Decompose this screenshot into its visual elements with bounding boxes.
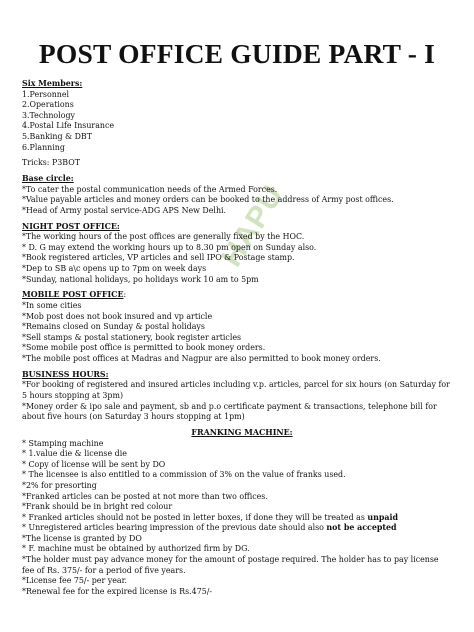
six-members-item: 4.Postal Life Insurance (22, 121, 115, 131)
franking-machine-line: * Stamping machine (22, 438, 104, 448)
six-members-heading: Six Members: (22, 79, 83, 88)
franking-machine-line: * 1.value die & license die (22, 449, 127, 459)
mobile-post-office-line: *Some mobile post office is permitted to book money orders. (22, 343, 266, 353)
night-post-office-line: *Book registered articles, VP articles and sell IPO & Postage stamp. (22, 253, 295, 263)
franking-machine-line: * The licensee is also entitled to a commission of 3% on the value of franks used. (22, 470, 346, 480)
franking-machine-line: *2% for presorting (22, 480, 97, 490)
business-hours-line: about five hours (on Saturday 3 hours stopping at 1pm) (22, 412, 245, 422)
franking-machine-line: *Renewal fee for the expired license is Rs.475/- (22, 586, 213, 596)
night-post-office-line: * D. G may extend the working hours up to 8.30 pm open on Sunday also. (22, 242, 317, 252)
six-members-item: 5.Banking & DBT (22, 131, 92, 141)
base-circle-line: *To cater the postal communication needs of the Armed Forces. (22, 184, 278, 194)
business-hours-line: *For booking of registered and insured articles including v.p. articles, parcel for six hours (on Saturday for (22, 380, 450, 390)
mobile-post-office-line: *Mob post does not book insured and vp article (22, 311, 213, 321)
franking-machine-line: *Frank should be in bright red colour (22, 502, 173, 512)
franking-machine-line-not-accepted: * Unregistered articles bearing impression of the previous date should also not be accepted (22, 523, 397, 533)
franking-machine-line: *Franked articles can be posted at not more than two offices. (22, 491, 268, 501)
six-members-item: 1.Personnel (22, 89, 70, 99)
mobile-post-office-heading: MOBILE POST OFFICE (22, 290, 124, 300)
night-post-office-heading: NIGHT POST OFFICE: (22, 221, 120, 231)
night-post-office-line: *Dep to SB a\c opens up to 7pm on week days (22, 264, 207, 274)
franking-machine-heading: FRANKING MACHINE: (191, 427, 293, 437)
base-circle-heading: Base circle: (22, 174, 74, 184)
base-circle-line: *Head of Army postal service-ADG APS New Delhi. (22, 205, 227, 215)
business-hours-line: *Money order & ipo sale and payment, sb and p.o certificate payment & transactions, telephone bill for (22, 401, 437, 411)
tricks-line: Tricks: P3BOT (22, 158, 80, 168)
business-hours-line: 5 hours stopping at 3pm) (22, 390, 124, 400)
base-circle-line: *Value payable articles and money orders can be booked to the address of Army post offices. (22, 195, 394, 205)
franking-machine-line: fee of Rs. 375/- for a period of five years. (22, 565, 186, 575)
night-post-office-line: *The working hours of the post offices are generally fixed by the HOC. (22, 232, 305, 242)
page-title: POST OFFICE GUIDE PART - I (38, 38, 436, 69)
six-members-item: 2.Operations (22, 100, 74, 110)
document-body: Six Members: 1.Personnel 2.Operations 3.Technology 4.Postal Life Insurance 5.Banking & DBT 6.Planning Tricks: P3BOT Base circle: *To cater the postal communication needs of the Armed Forces. *Value payable articles and money orders can be booked to the address of Army post offices. *Head of Army postal service-ADG APS New Delhi. NIGHT POST OFFICE: *The working hours of the post offices are generally fixed by the HOC. * D. G may extend the working hours up to 8.30 pm open on Sunday also. *Book registered articles, VP articles and sell IPO & Postage stamp. *Dep to SB a\c opens up to 7pm on week days *Sunday, national holidays, po holidays work 10 am to 5pm MOBILE POST OFFICE: *In some cities *Mob post does not book insured and vp article *Remains closed on Sunday & postal holidays *Sell stamps & postal stationery, book register articles *Some mobile post office is permitted to book money orders. *The mobile post offices at Madras and Nagpur are also permitted to book money orders. BUSINESS HOURS: *For booking of registered and insured articles including v.p. articles, parcel for six hours (on Saturday for 5 hours stopping at 3pm) *Money order & ipo sale and payment, sb and p.o certificate payment & transactions, telephone bill for about five hours (on Saturday 3 hours stopping at 1pm) FRANKING MACHINE: * Stamping machine * 1.value die & license die * Copy of license will be sent by DO * The licensee is also entitled to a commission of 3% on the value of franks used. *2% for presorting *Franked articles can be posted at not more than two offices. *Frank should be in bright red colour * Franked articles should not be posted in letter boxes, if done they will be treated as unpaid * Unregistered articles bearing impression of the previous date should also not be accepted *The license is granted by DO * F. machine must be obtained by authorized firm by DG. *The holder must pay advance money for the amount of postage required. The holder has to pay license fee of Rs. 375/- for a period of five years. *License fee 75/- per year. *Renewal fee for the expired license is Rs.475/- (22, 79, 462, 597)
franking-machine-line: *License fee 75/- per year. (22, 576, 127, 586)
night-post-office-line: *Sunday, national holidays, po holidays work 10 am to 5pm (22, 274, 259, 284)
franking-machine-line: * F. machine must be obtained by authorized firm by DG. (22, 544, 250, 554)
six-members-item: 6.Planning (22, 142, 65, 152)
franking-machine-line-unpaid: * Franked articles should not be posted in letter boxes, if done they will be treated as unpaid (22, 512, 399, 522)
watermark: HAPU (215, 179, 291, 273)
mobile-post-office-line: *The mobile post offices at Madras and Nagpur are also permitted to book money orders. (22, 354, 381, 363)
franking-machine-line: * Copy of license will be sent by DO (22, 459, 166, 469)
mobile-post-office-line: *In some cities (22, 301, 82, 311)
mobile-post-office-line: *Remains closed on Sunday & postal holidays (22, 322, 205, 332)
mobile-post-office-line: *Sell stamps & postal stationery, book register articles (22, 332, 242, 342)
six-members-item: 3.Technology (22, 110, 75, 120)
business-hours-heading: BUSINESS HOURS: (22, 369, 109, 379)
franking-machine-line: *The license is granted by DO (22, 533, 142, 543)
franking-machine-line: *The holder must pay advance money for the amount of postage required. The holder has to pay license (22, 555, 439, 565)
